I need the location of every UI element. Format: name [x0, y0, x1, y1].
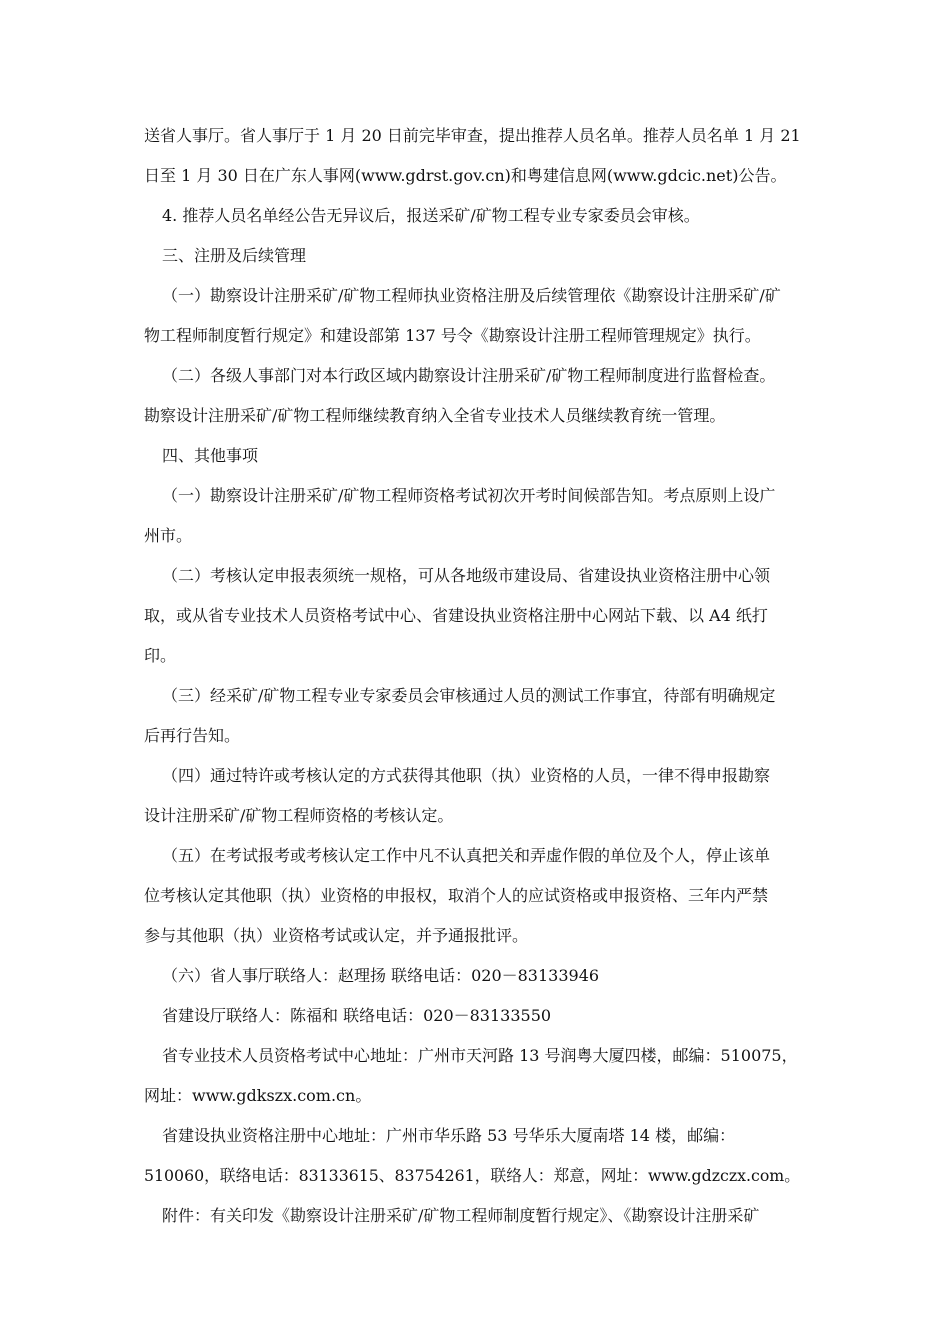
address-line-4: 510060，联络电话：83133615、83754261，联络人：郑意，网址：www.gdzczx.com。 [144, 1166, 800, 1185]
text-line-5: （一）勘察设计注册采矿/矿物工程师执业资格注册及后续管理依《勘察设计注册采矿/矿 [162, 286, 781, 305]
text-line-8: 勘察设计注册采矿/矿物工程师继续教育纳入全省专业技术人员继续教育统一管理。 [144, 406, 726, 425]
text-line-10: （一）勘察设计注册采矿/矿物工程师资格考试初次开考时间候部告知。考点原则上设广 [162, 486, 776, 505]
address-line-1: 省专业技术人员资格考试中心地址：广州市天河路 13 号润粤大厦四楼，邮编：510075， [162, 1046, 798, 1065]
text-line-21: 参与其他职（执）业资格考试或认定，并予通报批评。 [144, 926, 529, 945]
text-line-3: 4. 推荐人员名单经公告无异议后，报送采矿/矿物工程专业专家委员会审核。 [162, 206, 700, 225]
text-line-13: 取，或从省专业技术人员资格考试中心、省建设执业资格注册中心网站下载、以 A4 纸打 [144, 606, 768, 625]
address-line-2: 网址：www.gdkszx.com.cn。 [144, 1086, 372, 1105]
text-line-15: （三）经采矿/矿物工程专业专家委员会审核通过人员的测试工作事宜，待部有明确规定 [162, 686, 776, 705]
text-line-16: 后再行告知。 [144, 726, 241, 745]
attachment-line: 附件：有关印发《勘察设计注册采矿/矿物工程师制度暂行规定》、《勘察设计注册采矿 [162, 1206, 760, 1225]
contact-line-2: 省建设厅联络人：陈福和 联络电话：020－83133550 [162, 1006, 552, 1025]
address-line-3: 省建设执业资格注册中心地址：广州市华乐路 53 号华乐大厦南塔 14 楼，邮编： [162, 1126, 736, 1145]
text-line-12: （二）考核认定申报表须统一规格，可从各地级市建设局、省建设执业资格注册中心领 [162, 566, 771, 585]
text-line-2: 日至 1 月 30 日在广东人事网(www.gdrst.gov.cn)和粤建信息网(www.gdcic.net)公告。 [144, 166, 787, 185]
section-heading-4: 四、其他事项 [162, 446, 259, 465]
contact-line-1: （六）省人事厅联络人：赵理扬 联络电话：020－83133946 [162, 966, 600, 985]
text-line-18: 设计注册采矿/矿物工程师资格的考核认定。 [144, 806, 454, 825]
text-line-17: （四）通过特许或考核认定的方式获得其他职（执）业资格的人员，一律不得申报勘察 [162, 766, 771, 785]
text-line-20: 位考核认定其他职（执）业资格的申报权，取消个人的应试资格或申报资格、三年内严禁 [144, 886, 769, 905]
text-line-11: 州市。 [144, 526, 193, 545]
text-line-7: （二）各级人事部门对本行政区域内勘察设计注册采矿/矿物工程师制度进行监督检查。 [162, 366, 776, 385]
section-heading-3: 三、注册及后续管理 [162, 246, 307, 265]
text-line-6: 物工程师制度暂行规定》和建设部第 137 号令《勘察设计注册工程师管理规定》执行。 [144, 326, 761, 345]
text-line-1: 送省人事厅。省人事厅于 1 月 20 日前完毕审查，提出推荐人员名单。推荐人员名单 1 月 21 [144, 126, 801, 145]
text-line-19: （五）在考试报考或考核认定工作中凡不认真把关和弄虚作假的单位及个人，停止该单 [162, 846, 771, 865]
text-line-14: 印。 [144, 646, 177, 665]
